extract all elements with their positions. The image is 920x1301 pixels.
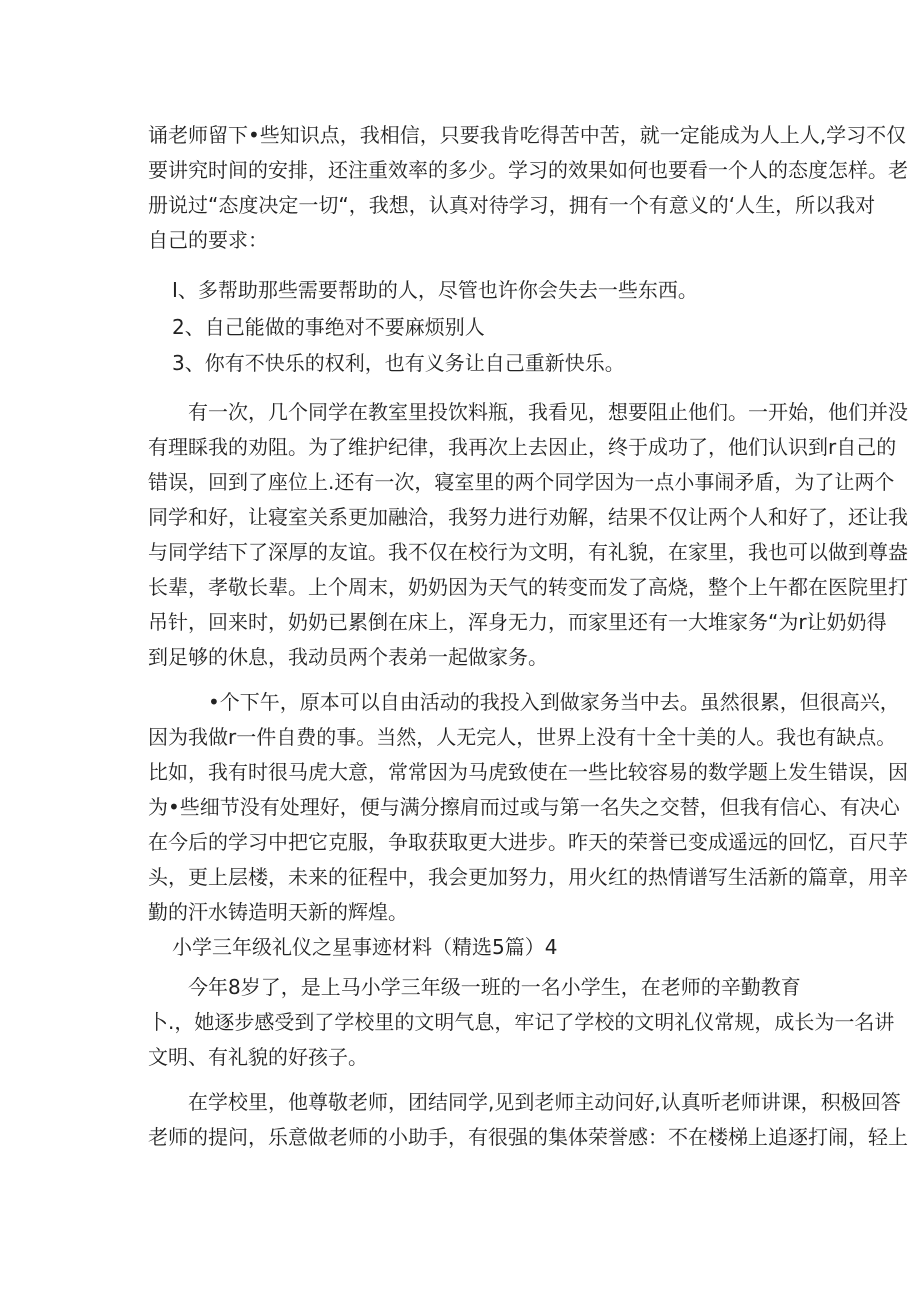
text-line: 有理睬我的劝阻。为了维护纪律，我再次上去因止，终于成功了，他们认识到r自己的 [148,435,897,459]
text-line: 在今后的学习中把它克服，争取获取更大进步。昨天的荣誉已变成遥远的回忆，百尺芋 [148,830,908,854]
text-line: 比如，我有时很马虎大意，常常因为马虎致使在一些比较容易的数学题上发生错误，因 [148,760,908,784]
text-line: 错误，回到了座位上.还有一次，寝室里的两个同学因为一点小事闹矛盾，为了让两个 [148,470,895,494]
text-line: 文明、有礼貌的好孩子。 [148,1045,368,1069]
text-line: 卜.，她逐步感受到了学校里的文明气息，牢记了学校的文明礼仪常规，成长为一名讲 [148,1010,895,1034]
text-line: 长辈，孝敬长辈。上个周末，奶奶因为天气的转变而发了高烧，整个上午都在医院里打 [148,575,908,599]
section-title: 小学三年级礼仪之星事迹材料（精选5篇）4 [172,935,558,959]
requirement-item-1: I、多帮助那些需要帮助的人，尽管也许你会失去一些东西。 [172,278,698,302]
requirement-item-2: 2、自己能做的事绝对不要麻烦别人 [172,315,485,339]
intro-paragraph [148,118,908,258]
school-life-paragraph [148,1085,908,1155]
text-line: 有一次，几个同学在教室里投饮料瓶，我看见，想要阻止他们。一开始，他们并没 [148,400,908,424]
section-intro-paragraph [148,970,895,1075]
text-line: 在学校里，他尊敬老师，团结同学,见到老师主动问好,认真听老师讲课，积极回答 [148,1090,901,1114]
story-paragraph-1 [148,395,908,675]
text-line: 诵老师留下•些知识点，我相信，只要我肯吃得苦中苦，就一定能成为人上人,学习不仅 [148,123,907,147]
text-line: 自己的要求： [148,228,268,252]
text-line: 老师的提问，乐意做老师的小助手，有很强的集体荣誉感：不在楼梯上追逐打闹，轻上 [148,1125,908,1149]
text-line: 同学和好，让寝室关系更加融洽，我努力进行劝解，结果不仅让两个人和好了，还让我 [148,505,908,529]
text-line: 与同学结下了深厚的友谊。我不仅在校行为文明，有礼貌，在家里，我也可以做到尊盎 [148,540,908,564]
text-line: •个下午，原本可以自由活动的我投入到做家务当中去。虽然很累，但很高兴， [148,690,900,714]
requirement-item-3: 3、你有不快乐的权利，也有义务让自己重新快乐。 [172,351,625,375]
text-line: 为•些细节没有处理好，便与满分擦肩而过或与第一名失之交替，但我有信心、有决心 [148,795,900,819]
text-line: 今年8岁了，是上马小学三年级一班的一名小学生，在老师的辛勤教育 [148,975,801,999]
text-line: 头，更上层楼，未来的征程中，我会更加努力，用火红的热情谱写生活新的篇章，用辛 [148,865,908,889]
text-line: 要讲究时间的安排，还注重效率的多少。学习的效果如何也要看一个人的态度怎样。老 [148,158,908,182]
story-paragraph-2 [148,685,908,930]
text-line: 因为我做r一件自费的事。当然，人无完人，世界上没有十全十美的人。我也有缺点。 [148,725,897,749]
text-line: 勤的汗水铸造明天新的辉煌。 [148,900,408,924]
text-line: 到足够的休息，我动员两个表弟一起做家务。 [148,645,548,669]
text-line: 册说过“态度决定一切“，我想，认真对待学习，拥有一个有意义的‘人生，所以我对 [148,193,876,217]
text-line: 吊针，回来时，奶奶已累倒在床上，浑身无力，而家里还有一大堆家务“为r让奶奶得 [148,610,887,634]
